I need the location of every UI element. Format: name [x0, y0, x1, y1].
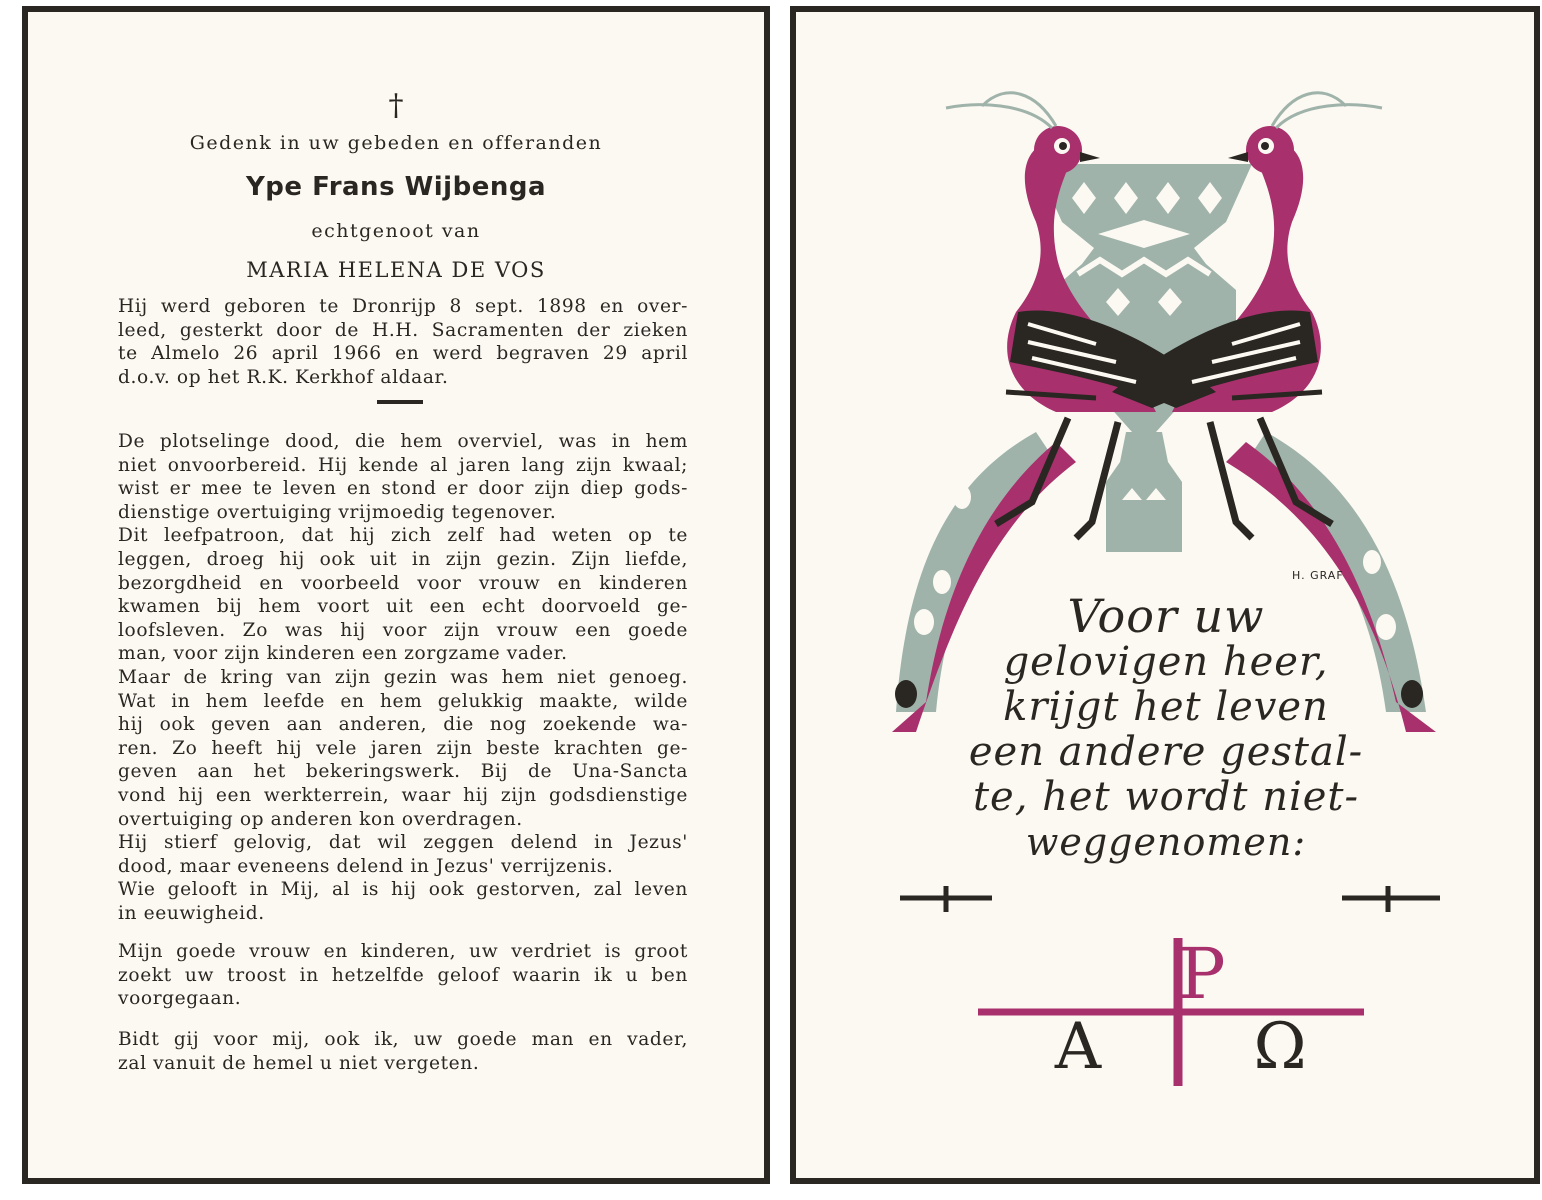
- body-line: Maar de kring van zijn gezin was hem niet genoeg.: [118, 666, 688, 688]
- wife-line: Mijn goede vrouw en kinderen, uw verdriet is groot: [118, 941, 688, 962]
- body-line: loofsleven. Zo was hij voor zijn vrouw een goede: [118, 619, 688, 641]
- body-line: leggen, droeg hij ook uit in zijn gezin. Zijn liefde,: [118, 548, 688, 570]
- verse-line: krijgt het leven: [1003, 684, 1329, 730]
- cross-symbol: †: [388, 88, 404, 123]
- closing-paragraph: [118, 1028, 688, 1075]
- body-line: Dit leefpatroon, dat hij zich zelf had weten op te: [118, 525, 688, 547]
- body-line: in eeuwigheid.: [118, 902, 265, 924]
- body-line: ren. Zo heeft hij vele jaren zijn beste krachten ge-: [118, 737, 688, 759]
- body-paragraph: [118, 430, 688, 925]
- bio-line: leed, gesterkt door de H.H. Sacramenten der zieken: [118, 319, 688, 341]
- spouse-label: echtgenoot van: [311, 220, 481, 242]
- body-line: De plotselinge dood, die hem overviel, was in hem: [118, 431, 688, 452]
- wife-paragraph: [118, 940, 688, 1011]
- closing-line: Bidt gij voor mij, ook ik, uw goede man en vader,: [118, 1029, 688, 1050]
- section-divider: [377, 400, 423, 404]
- body-line: wist er mee te leven en stond er door zijn diep gods-: [118, 478, 688, 500]
- deceased-name: Ype Frans Wijbenga: [245, 172, 547, 202]
- chi-rho-letter: P: [1178, 933, 1226, 1015]
- body-line: Wie gelooft in Mij, al is hij ook gestorven, zal leven: [118, 879, 688, 901]
- peacock-heads: [946, 93, 1382, 162]
- biography-paragraph: [118, 295, 688, 389]
- verse-line: gelovigen heer,: [1003, 639, 1329, 685]
- intro-line: Gedenk in uw gebeden en offeranden: [189, 132, 603, 154]
- body-line: hij ook geven aan anderen, die nog zoekende wa-: [118, 714, 688, 736]
- artist-signature: H. GRAF: [1292, 569, 1344, 582]
- body-line: dood, maar eveneens delend in Jezus' verrijzenis.: [118, 855, 614, 877]
- body-line: dienstige overtuiging vrijmoedig tegenover.: [118, 501, 557, 523]
- verse-text: [886, 589, 1446, 865]
- body-line: vond hij een werkterrein, waar hij zijn godsdienstige: [118, 784, 688, 806]
- wife-line: zoekt uw troost in hetzelfde geloof waarin ik u ben: [118, 964, 688, 986]
- verse-line: Voor uw: [1067, 589, 1265, 643]
- body-line: Hij stierf gelovig, dat wil zeggen delend in Jezus': [118, 832, 688, 854]
- left-memorial-card: [22, 6, 770, 1184]
- bio-line: d.o.v. op het R.K. Kerkhof aldaar.: [118, 366, 449, 388]
- body-line: kwamen bij hem voort uit een echt doorvoeld ge-: [118, 596, 688, 618]
- body-line: overtuiging op anderen kon overdragen.: [118, 808, 523, 830]
- verse-line: te, het wordt niet-: [972, 774, 1360, 820]
- body-line: geven aan het bekeringswerk. Bij de Una-Sancta: [118, 761, 688, 783]
- wife-line: voorgegaan.: [118, 988, 242, 1010]
- spouse-name: MARIA HELENA DE VOS: [246, 258, 546, 282]
- omega-letter: Ω: [1253, 1010, 1307, 1084]
- verse-line: weggenomen:: [1025, 820, 1307, 864]
- verse-rule: [900, 886, 1440, 912]
- body-line: niet onvoorbereid. Hij kende al jaren lang zijn kwaal;: [118, 454, 688, 476]
- body-line: Wat in hem leefde en hem gelukkig maakte, wilde: [118, 690, 688, 712]
- verse-line: een andere gestal-: [968, 729, 1364, 775]
- closing-line: zal vanuit de hemel u niet vergeten.: [118, 1052, 480, 1074]
- body-line: man, voor zijn kinderen een zorgzame vader.: [118, 643, 568, 665]
- bio-line: te Almelo 26 april 1966 en werd begraven 29 april: [118, 343, 688, 365]
- bio-line: Hij werd geboren te Dronrijp 8 sept. 1898 en over-: [118, 296, 688, 317]
- alpha-letter: A: [1054, 1010, 1102, 1084]
- right-illustration-card: [790, 6, 1540, 1184]
- body-line: bezorgdheid en voorbeeld voor vrouw en kinderen: [118, 572, 688, 594]
